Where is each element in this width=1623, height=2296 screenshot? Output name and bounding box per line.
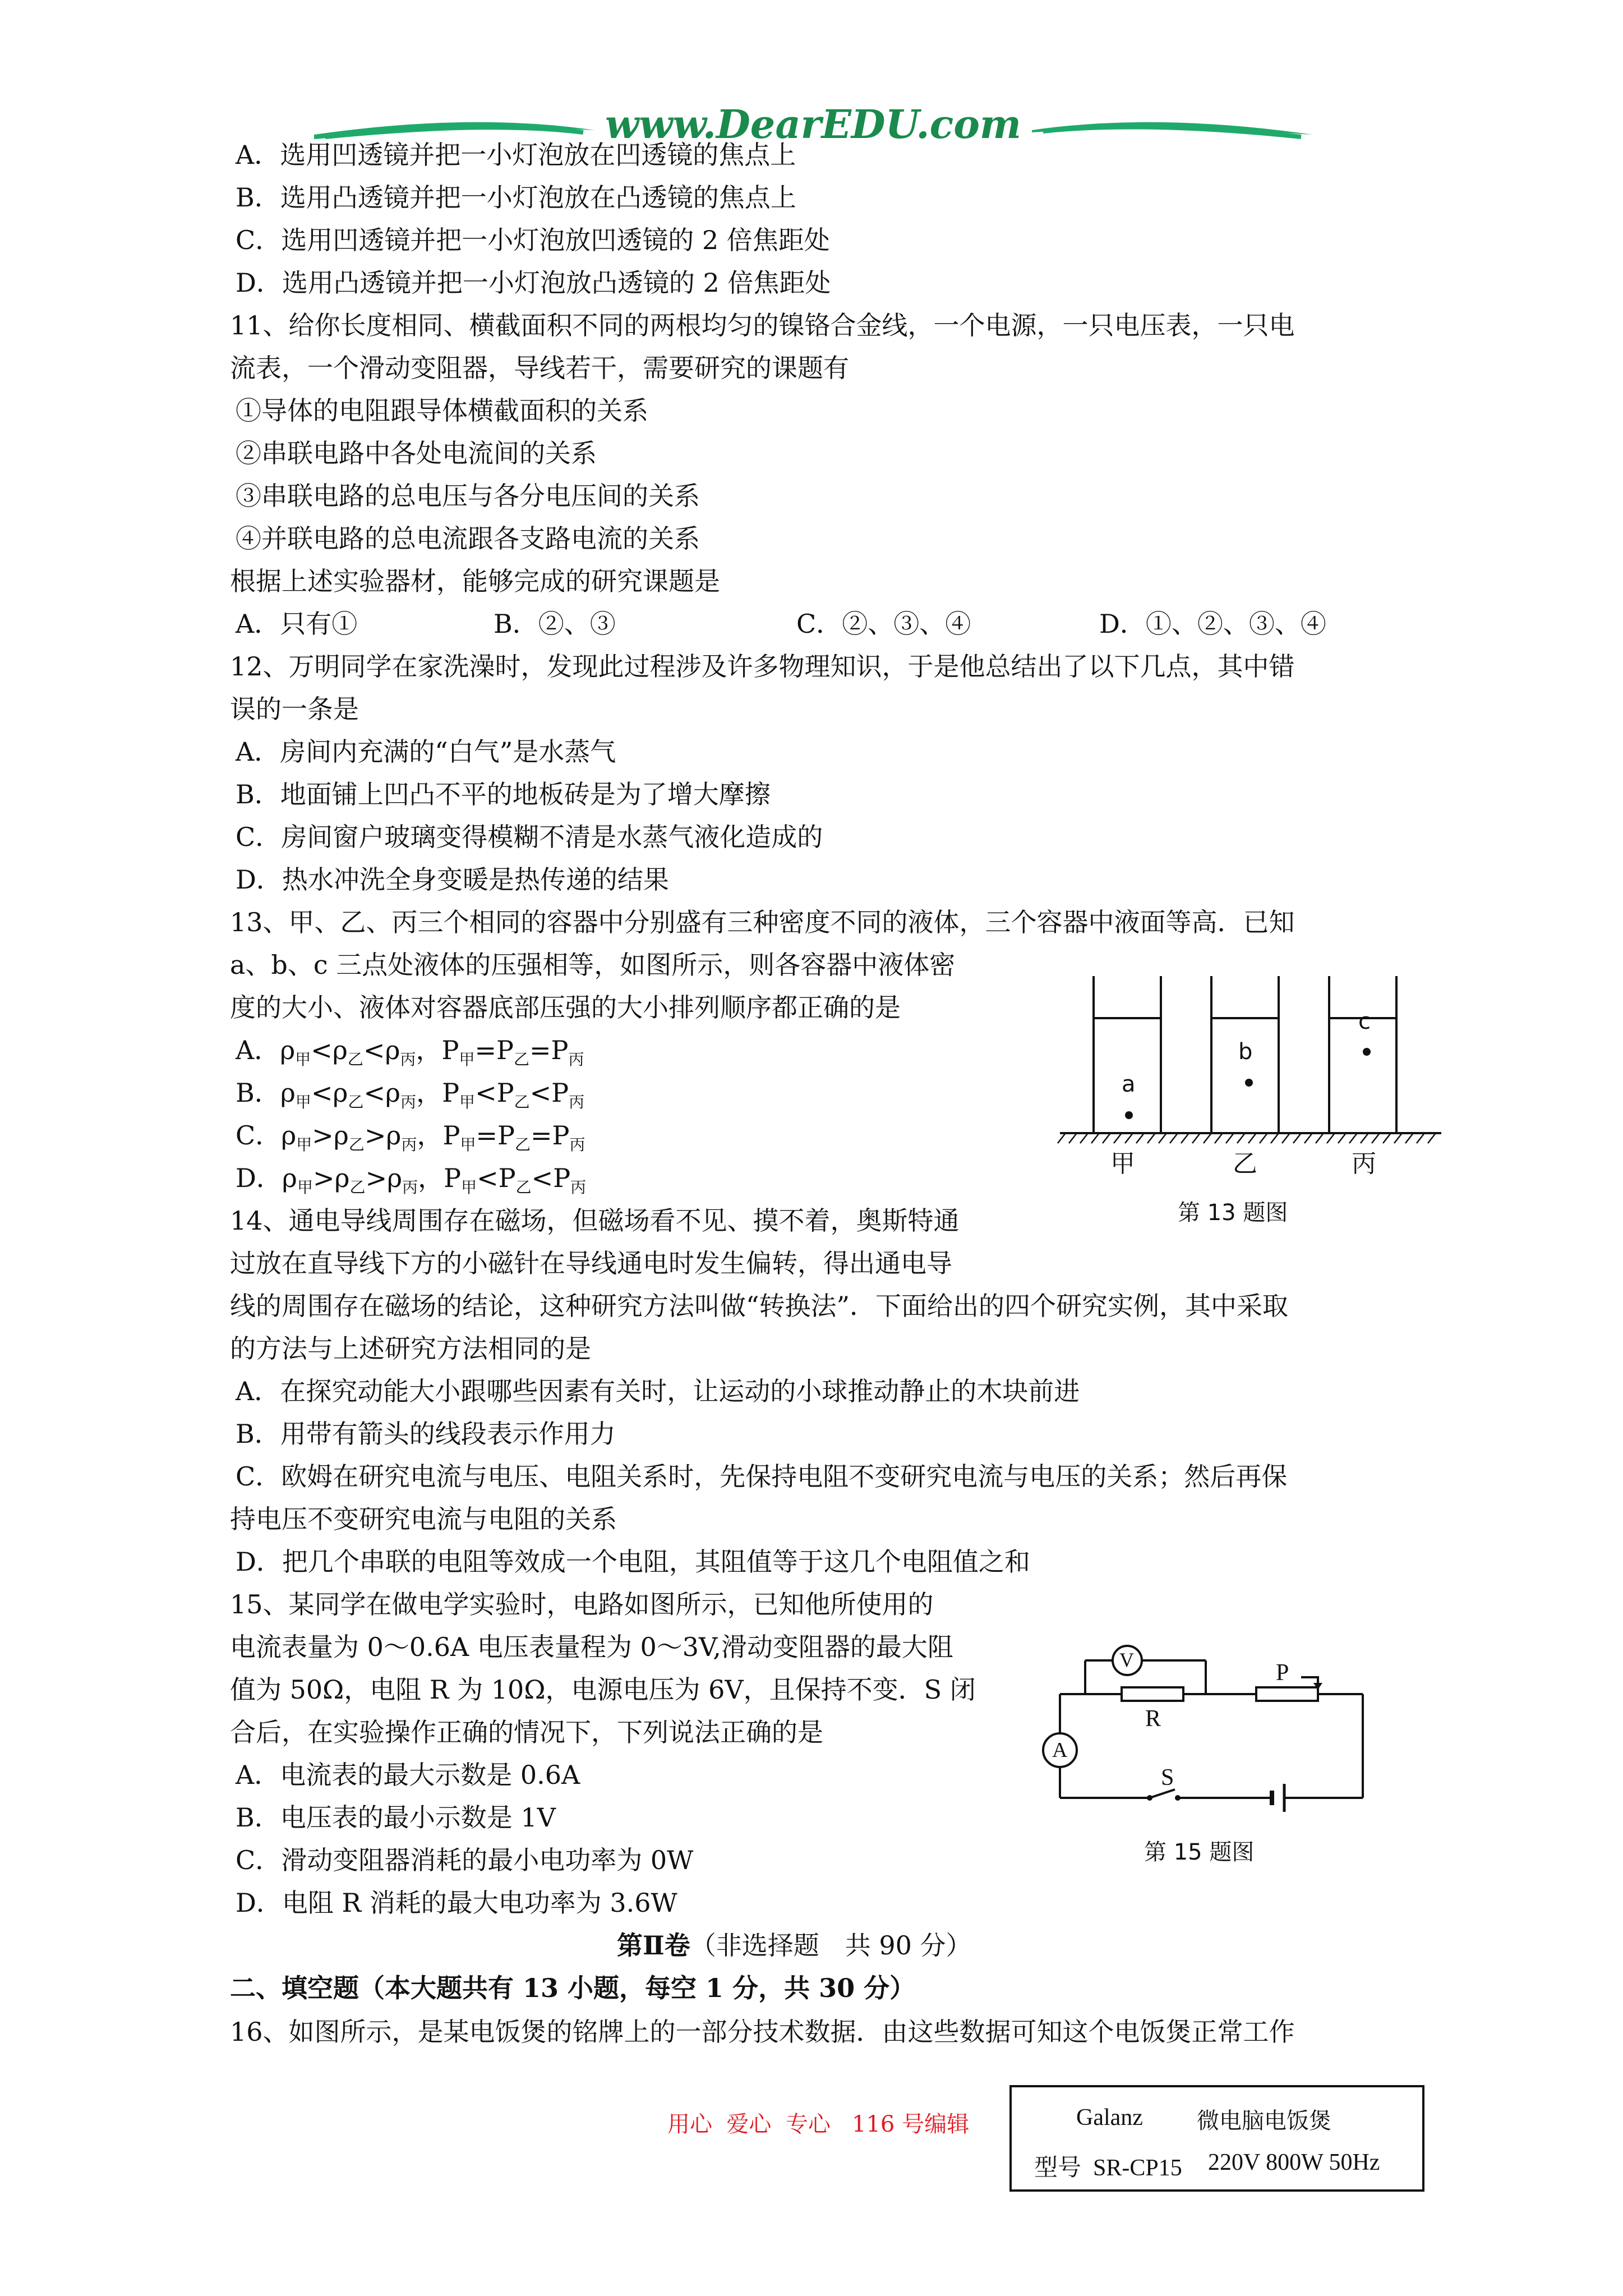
nameplate-product: 微电脑电饭煲 [1197, 2108, 1331, 2134]
q11-topic-4: ④并联电路的总电流跟各支路电流的关系 [236, 523, 700, 554]
fill-blank-heading: 二、填空题（本大题共有 13 小题，每空 1 分，共 30 分） [230, 1973, 916, 2003]
q15-voltmeter-label: V [1119, 1649, 1134, 1671]
q13-figure [1054, 965, 1447, 1226]
q10-option-a: A．选用凹透镜并把一小灯泡放在凹透镜的焦点上 [236, 140, 796, 170]
section2-title-bold: 第Ⅱ卷 [617, 1930, 690, 1961]
q14-option-a: A．在探究动能大小跟哪些因素有关时，让运动的小球推动静止的木块前进 [236, 1376, 1080, 1406]
q14-stem-line4: 的方法与上述研究方法相同的是 [230, 1333, 591, 1364]
q11-option-d: D．①、②、③、④ [1099, 609, 1326, 639]
q11-option-a: A．只有① [236, 609, 358, 639]
q13-containers-diagram [1054, 965, 1447, 1167]
q12-option-c: C．房间窗户玻璃变得模糊不清是水蒸气液化造成的 [236, 822, 823, 852]
q15-option-d: D．电阻 R 消耗的最大电功率为 3.6W [236, 1888, 677, 1918]
q13-option-b: B．$\rho_甲<\rho_乙<\rho_丙$，$P_甲<P_乙<P_丙$ [236, 1078, 585, 1111]
q14-stem-line2: 过放在直导线下方的小磁针在导线通电时发生偏转，得出通电导 [230, 1248, 952, 1278]
q10-option-c: C．选用凹透镜并把一小灯泡放凹透镜的 2 倍焦距处 [236, 225, 830, 255]
q14-stem-line1: 14、通电导线周围存在磁场，但磁场看不见、摸不着，奥斯特通 [230, 1205, 960, 1236]
q12-option-b: B．地面铺上凹凸不平的地板砖是为了增大摩擦 [236, 779, 771, 809]
q15-circuit-diagram [1038, 1627, 1385, 1818]
q15-slider-label: P [1276, 1660, 1289, 1686]
q14-option-d: D．把几个串联的电阻等效成一个电阻，其阻值等于这几个电阻值之和 [236, 1547, 1030, 1577]
nameplate-brand: Galanz [1076, 2105, 1143, 2131]
q13-figure-caption: 第 13 题图 [1178, 1200, 1288, 1226]
q14-stem-line3: 线的周围存在磁场的结论，这种研究方法叫做“转换法”．下面给出的四个研究实例，其中采取 [230, 1291, 1289, 1321]
q13-stem-line3: 度的大小、液体对容器底部压强的大小排列顺序都正确的是 [230, 992, 901, 1023]
q14-option-b: B．用带有箭头的线段表示作用力 [236, 1419, 616, 1449]
q15-switch-label: S [1161, 1765, 1174, 1791]
q15-stem-line3: 值为 50Ω，电阻 R 为 10Ω，电源电压为 6V，且保持不变．S 闭 [230, 1674, 976, 1705]
q13-container-label-jia: 甲 [1110, 1149, 1135, 1178]
q14-option-c-cont: 持电压不变研究电流与电阻的关系 [230, 1504, 617, 1534]
footer-note: 用心 爱心 专心 116 号编辑 [667, 2111, 970, 2137]
q12-option-d: D．热水冲洗全身变暖是热传递的结果 [236, 864, 669, 895]
q11-topic-3: ③串联电路的总电压与各分电压间的关系 [236, 481, 700, 511]
q15-stem-line1: 15、某同学在做电学实验时，电路如图所示，已知他所使用的 [230, 1589, 934, 1619]
q13-container-label-bing: 丙 [1352, 1149, 1376, 1178]
q15-stem-line4: 合后，在实验操作正确的情况下，下列说法正确的是 [230, 1717, 823, 1747]
nameplate-specs: 220V 800W 50Hz [1208, 2150, 1380, 2175]
header-logo-text[interactable]: www.DearEDU.com [605, 101, 1021, 148]
q11-question: 根据上述实验器材，能够完成的研究课题是 [230, 566, 720, 596]
q13-container-label-yi: 乙 [1233, 1149, 1257, 1178]
q12-stem-line2: 误的一条是 [230, 694, 359, 724]
q13-option-a: A．$\rho_甲<\rho_乙<\rho_丙$，$P_甲=P_乙=P_丙$ [236, 1035, 584, 1069]
section2-title-rest: （非选择题 共 90 分） [690, 1930, 972, 1961]
q16-stem-line1: 16、如图所示，是某电饭煲的铭牌上的一部分技术数据．由这些数据可知这个电饭煲正常工作 [230, 2017, 1295, 2047]
q14-option-c: C．欧姆在研究电流与电压、电阻关系时，先保持电阻不变研究电流与电压的关系；然后再保 [236, 1461, 1288, 1492]
q12-option-a: A．房间内充满的“白气”是水蒸气 [236, 737, 616, 767]
q11-topic-1: ①导体的电阻跟导体横截面积的关系 [236, 395, 648, 426]
q15-ammeter-label: A [1052, 1738, 1068, 1762]
q13-point-c-label: c [1358, 1009, 1371, 1034]
q13-point-b-label: b [1238, 1039, 1253, 1065]
q15-option-b: B．电压表的最小示数是 1V [236, 1802, 556, 1833]
q11-topic-2: ②串联电路中各处电流间的关系 [236, 438, 597, 468]
q15-figure-caption: 第 15 题图 [1144, 1839, 1255, 1865]
q10-option-d: D．选用凸透镜并把一小灯泡放凸透镜的 2 倍焦距处 [236, 268, 831, 298]
q15-figure [1038, 1627, 1385, 1879]
q11-option-b: B．②、③ [494, 609, 616, 639]
q11-option-c: C．②、③、④ [796, 609, 971, 639]
q13-stem-line2: a、b、c 三点处液体的压强相等，如图所示，则各容器中液体密 [230, 950, 956, 980]
q10-option-b: B．选用凸透镜并把一小灯泡放在凸透镜的焦点上 [236, 182, 796, 213]
q13-point-a-label: a [1122, 1071, 1136, 1097]
rice-cooker-nameplate [1009, 2085, 1424, 2192]
q13-option-d: D．$\rho_甲>\rho_乙>\rho_丙$，$P_甲<P_乙<P_丙$ [236, 1163, 587, 1197]
q15-stem-line2: 电流表量为 0～0.6A 电压表量程为 0～3V,滑动变阻器的最大阻 [230, 1632, 953, 1662]
q13-stem-line1: 13、甲、乙、丙三个相同的容器中分别盛有三种密度不同的液体，三个容器中液面等高．已知 [230, 907, 1295, 937]
q13-option-c: C．$\rho_甲>\rho_乙>\rho_丙$，$P_甲=P_乙=P_丙$ [236, 1120, 585, 1154]
section2-title [617, 1930, 972, 1961]
nameplate-model: 型号 SR-CP15 [1034, 2155, 1182, 2181]
q12-stem-line1: 12、万明同学在家洗澡时，发现此过程涉及许多物理知识，于是他总结出了以下几点，其中错 [230, 651, 1295, 682]
q11-stem-line1: 11、给你长度相同、横截面积不同的两根均匀的镍铬合金线，一个电源，一只电压表，一只电 [230, 310, 1295, 341]
q15-option-a: A．电流表的最大示数是 0.6A [236, 1760, 580, 1790]
q15-resistor-label: R [1145, 1706, 1161, 1732]
q15-option-c: C．滑动变阻器消耗的最小电功率为 0W [236, 1845, 694, 1875]
q11-stem-line2: 流表，一个滑动变阻器，导线若干，需要研究的课题有 [230, 353, 849, 383]
